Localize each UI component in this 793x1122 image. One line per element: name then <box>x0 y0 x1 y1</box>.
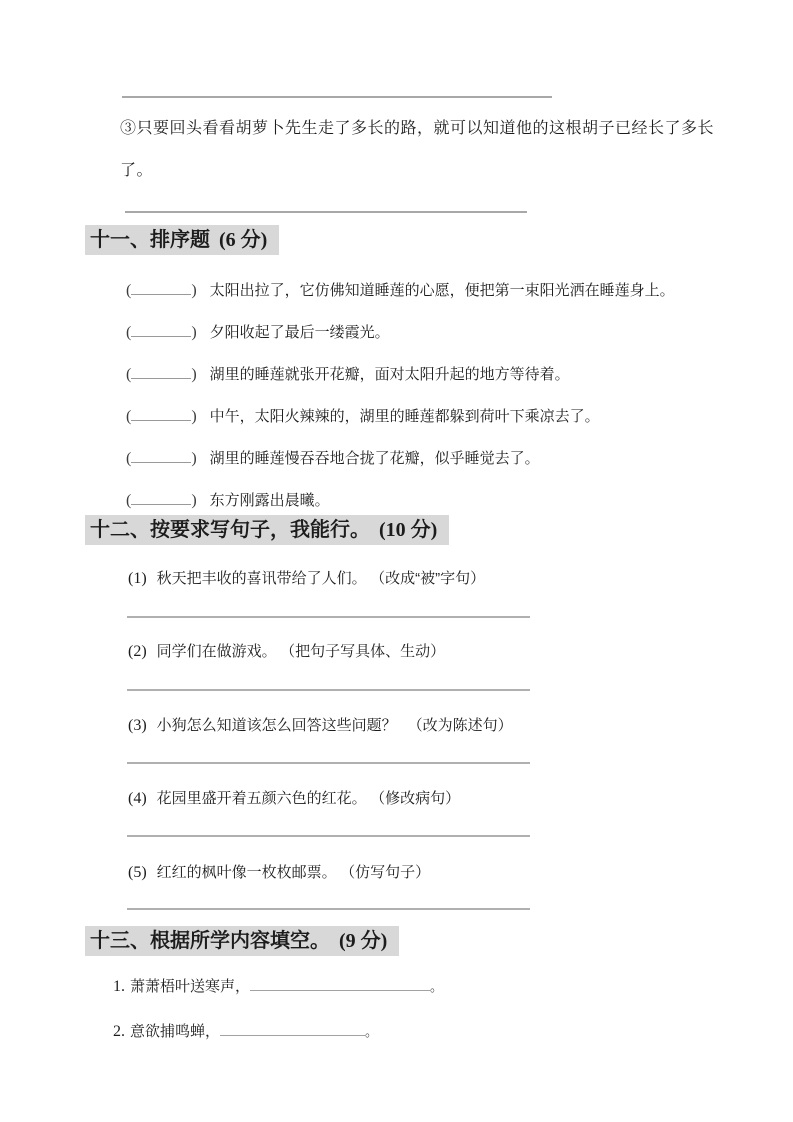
passage-sentence-3: ③只要回头看看胡萝卜先生走了多长的路，就可以知道他的这根胡子已经长了多长了。 <box>120 120 715 179</box>
question-item <box>128 861 430 882</box>
question-item <box>128 714 513 735</box>
ordering-item <box>126 489 330 510</box>
fill-item-number: 2. <box>113 1023 125 1040</box>
blank-close-paren: ) <box>191 366 197 383</box>
answer-line <box>127 835 530 837</box>
fill-item-number: 1. <box>113 978 125 995</box>
section-11-title: 十一、排序题 <box>90 229 210 251</box>
blank-open-paren: ( <box>126 324 132 341</box>
section-12-score: (10 分) <box>379 519 438 541</box>
answer-blank <box>131 281 191 295</box>
ordering-item-text: 湖里的睡莲就张开花瓣，面对太阳升起的地方等待着。 <box>209 366 570 383</box>
question-item <box>128 640 445 661</box>
question-item <box>128 567 485 588</box>
blank-open-paren: ( <box>126 450 132 467</box>
question-text: 花园里盛开着五颜六色的红花。 <box>156 790 367 807</box>
ordering-item <box>126 405 600 426</box>
answer-line <box>122 96 552 98</box>
ordering-item <box>126 321 390 342</box>
question-item <box>128 787 460 808</box>
question-hint: （修改病句） <box>377 790 461 807</box>
question-number: (2) <box>128 643 147 660</box>
answer-blank <box>131 323 191 337</box>
question-hint: （改为陈述句） <box>407 717 513 734</box>
question-hint: （把句子写具体、生动） <box>287 643 446 660</box>
answer-blank <box>250 977 430 991</box>
answer-line <box>127 908 530 910</box>
section-11-score: (6 分) <box>219 229 268 251</box>
answer-blank <box>220 1022 365 1036</box>
answer-line <box>127 762 530 764</box>
section-12-title: 十二、按要求写句子，我能行。 <box>90 519 370 541</box>
blank-close-paren: ) <box>191 450 197 467</box>
fill-item-text: 萧萧梧叶送寒声， <box>130 978 251 995</box>
answer-blank <box>131 449 191 463</box>
fill-item <box>113 1020 378 1041</box>
answer-blank <box>131 491 191 505</box>
ordering-item-text: 中午，太阳火辣辣的，湖里的睡莲都躲到荷叶下乘凉去了。 <box>209 408 600 425</box>
ordering-item <box>126 363 570 384</box>
question-text: 红红的枫叶像一枚枚邮票。 <box>156 864 337 881</box>
fill-item <box>113 975 443 996</box>
section-12-heading <box>85 515 449 545</box>
section-11-heading <box>85 225 279 255</box>
fill-item-suffix: 。 <box>430 979 444 994</box>
answer-blank <box>131 407 191 421</box>
ordering-item-text: 湖里的睡莲慢吞吞地合拢了花瓣，似乎睡觉去了。 <box>209 450 540 467</box>
question-text: 小狗怎么知道该怎么回答这些问题？ <box>156 717 397 734</box>
blank-open-paren: ( <box>126 492 132 509</box>
section-13-title: 十三、根据所学内容填空。 <box>90 930 330 952</box>
question-hint: （改成“被”字句） <box>377 570 486 587</box>
question-number: (4) <box>128 790 147 807</box>
answer-line <box>127 616 530 618</box>
question-number: (1) <box>128 570 147 587</box>
section-13-heading <box>85 926 399 956</box>
section-13-score: (9 分) <box>339 930 388 952</box>
fill-item-suffix: 。 <box>365 1024 379 1039</box>
ordering-item-text: 东方刚露出晨曦。 <box>209 492 330 509</box>
question-number: (5) <box>128 864 147 881</box>
answer-line <box>127 689 530 691</box>
ordering-item <box>126 279 675 300</box>
answer-line <box>125 211 527 213</box>
question-hint: （仿写句子） <box>347 864 431 881</box>
blank-close-paren: ) <box>191 408 197 425</box>
ordering-item-text: 夕阳收起了最后一缕霞光。 <box>209 324 390 341</box>
blank-close-paren: ) <box>191 492 197 509</box>
blank-open-paren: ( <box>126 366 132 383</box>
answer-blank <box>131 365 191 379</box>
blank-close-paren: ) <box>191 324 197 341</box>
ordering-item-text: 太阳出拉了，它仿佛知道睡莲的心愿，便把第一束阳光洒在睡莲身上。 <box>209 282 675 299</box>
blank-open-paren: ( <box>126 408 132 425</box>
fill-item-text: 意欲捕鸣蝉， <box>130 1023 221 1040</box>
ordering-item <box>126 447 540 468</box>
question-number: (3) <box>128 717 147 734</box>
question-text: 秋天把丰收的喜讯带给了人们。 <box>156 570 367 587</box>
blank-open-paren: ( <box>126 282 132 299</box>
blank-close-paren: ) <box>191 282 197 299</box>
question-text: 同学们在做游戏。 <box>156 643 277 660</box>
